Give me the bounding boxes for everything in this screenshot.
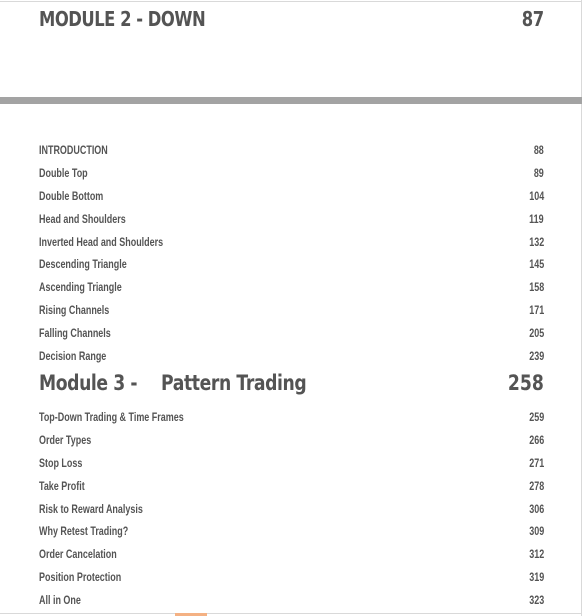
toc-entry-label: Inverted Head and Shoulders bbox=[39, 236, 164, 249]
toc-entry-label: Take Profit bbox=[39, 480, 85, 493]
toc-entry-label: Decision Range bbox=[39, 350, 107, 363]
toc-entry[interactable] bbox=[39, 498, 544, 521]
toc-entry-page: 145 bbox=[529, 259, 544, 272]
toc-entry-label: Ascending Triangle bbox=[39, 282, 122, 295]
toc-entry-page: 271 bbox=[529, 457, 544, 470]
toc-entry[interactable] bbox=[39, 231, 544, 254]
toc-entry-label: Falling Channels bbox=[39, 327, 111, 340]
toc-entry-page: 259 bbox=[529, 412, 544, 425]
toc-entry[interactable] bbox=[39, 300, 544, 323]
toc-entry-page: 266 bbox=[529, 435, 544, 448]
toc-entry-page: 278 bbox=[529, 480, 544, 493]
toc-entry[interactable] bbox=[39, 186, 544, 209]
toc-entry-label: All in One bbox=[39, 594, 81, 607]
module-3-toc-list bbox=[39, 407, 544, 612]
toc-entry-label: Why Retest Trading? bbox=[39, 526, 129, 539]
module-3-subtitle: Pattern Trading bbox=[161, 371, 307, 395]
module-3-title: Module 3 - bbox=[39, 371, 138, 395]
toc-entry-label: Order Types bbox=[39, 435, 92, 448]
bottom-border bbox=[0, 613, 582, 614]
toc-entry[interactable] bbox=[39, 567, 544, 590]
toc-entry-page: 319 bbox=[529, 571, 544, 584]
toc-entry[interactable] bbox=[39, 254, 544, 277]
toc-entry[interactable] bbox=[39, 453, 544, 476]
toc-entry-page: 323 bbox=[529, 594, 544, 607]
module-3-page: 258 bbox=[508, 371, 544, 395]
toc-entry-label: Position Protection bbox=[39, 571, 122, 584]
toc-entry[interactable] bbox=[39, 475, 544, 498]
toc-entry[interactable] bbox=[39, 277, 544, 300]
toc-entry-page: 132 bbox=[529, 236, 544, 249]
toc-entry-label: Head and Shoulders bbox=[39, 213, 126, 226]
toc-entry[interactable] bbox=[39, 430, 544, 453]
toc-entry[interactable] bbox=[39, 407, 544, 430]
toc-entry[interactable] bbox=[39, 163, 544, 186]
toc-entry-label: Double Top bbox=[39, 168, 88, 181]
top-border bbox=[0, 1, 582, 2]
toc-entry-label: Double Bottom bbox=[39, 190, 104, 203]
module-2-toc-list bbox=[39, 140, 544, 368]
toc-entry-page: 312 bbox=[529, 549, 544, 562]
toc-entry-page: 104 bbox=[529, 190, 544, 203]
toc-entry-page: 205 bbox=[529, 327, 544, 340]
toc-entry-label: Stop Loss bbox=[39, 457, 83, 470]
toc-entry-page: 158 bbox=[529, 282, 544, 295]
toc-entry[interactable] bbox=[39, 140, 544, 163]
toc-entry[interactable] bbox=[39, 589, 544, 612]
toc-entry[interactable] bbox=[39, 322, 544, 345]
section-divider bbox=[0, 97, 582, 104]
toc-entry[interactable] bbox=[39, 544, 544, 567]
toc-entry-page: 88 bbox=[534, 145, 544, 158]
toc-entry-page: 89 bbox=[534, 168, 544, 181]
toc-entry-page: 239 bbox=[529, 350, 544, 363]
module-2-title: MODULE 2 - DOWN bbox=[39, 7, 206, 31]
toc-entry-page: 306 bbox=[529, 503, 544, 516]
toc-entry[interactable] bbox=[39, 208, 544, 231]
toc-entry-page: 119 bbox=[529, 213, 544, 226]
toc-entry-page: 171 bbox=[529, 304, 544, 317]
toc-entry-label: INTRODUCTION bbox=[39, 145, 108, 158]
toc-entry[interactable] bbox=[39, 521, 544, 544]
toc-entry[interactable] bbox=[39, 345, 544, 368]
toc-entry-page: 309 bbox=[529, 526, 544, 539]
module-2-page: 87 bbox=[522, 7, 544, 31]
toc-entry-label: Rising Channels bbox=[39, 304, 110, 317]
module-2-header bbox=[39, 7, 544, 31]
module-3-header bbox=[39, 371, 544, 401]
toc-entry-label: Descending Triangle bbox=[39, 259, 127, 272]
toc-entry-label: Order Cancelation bbox=[39, 549, 117, 562]
toc-entry-label: Top-Down Trading & Time Frames bbox=[39, 412, 184, 425]
toc-entry-label: Risk to Reward Analysis bbox=[39, 503, 143, 516]
